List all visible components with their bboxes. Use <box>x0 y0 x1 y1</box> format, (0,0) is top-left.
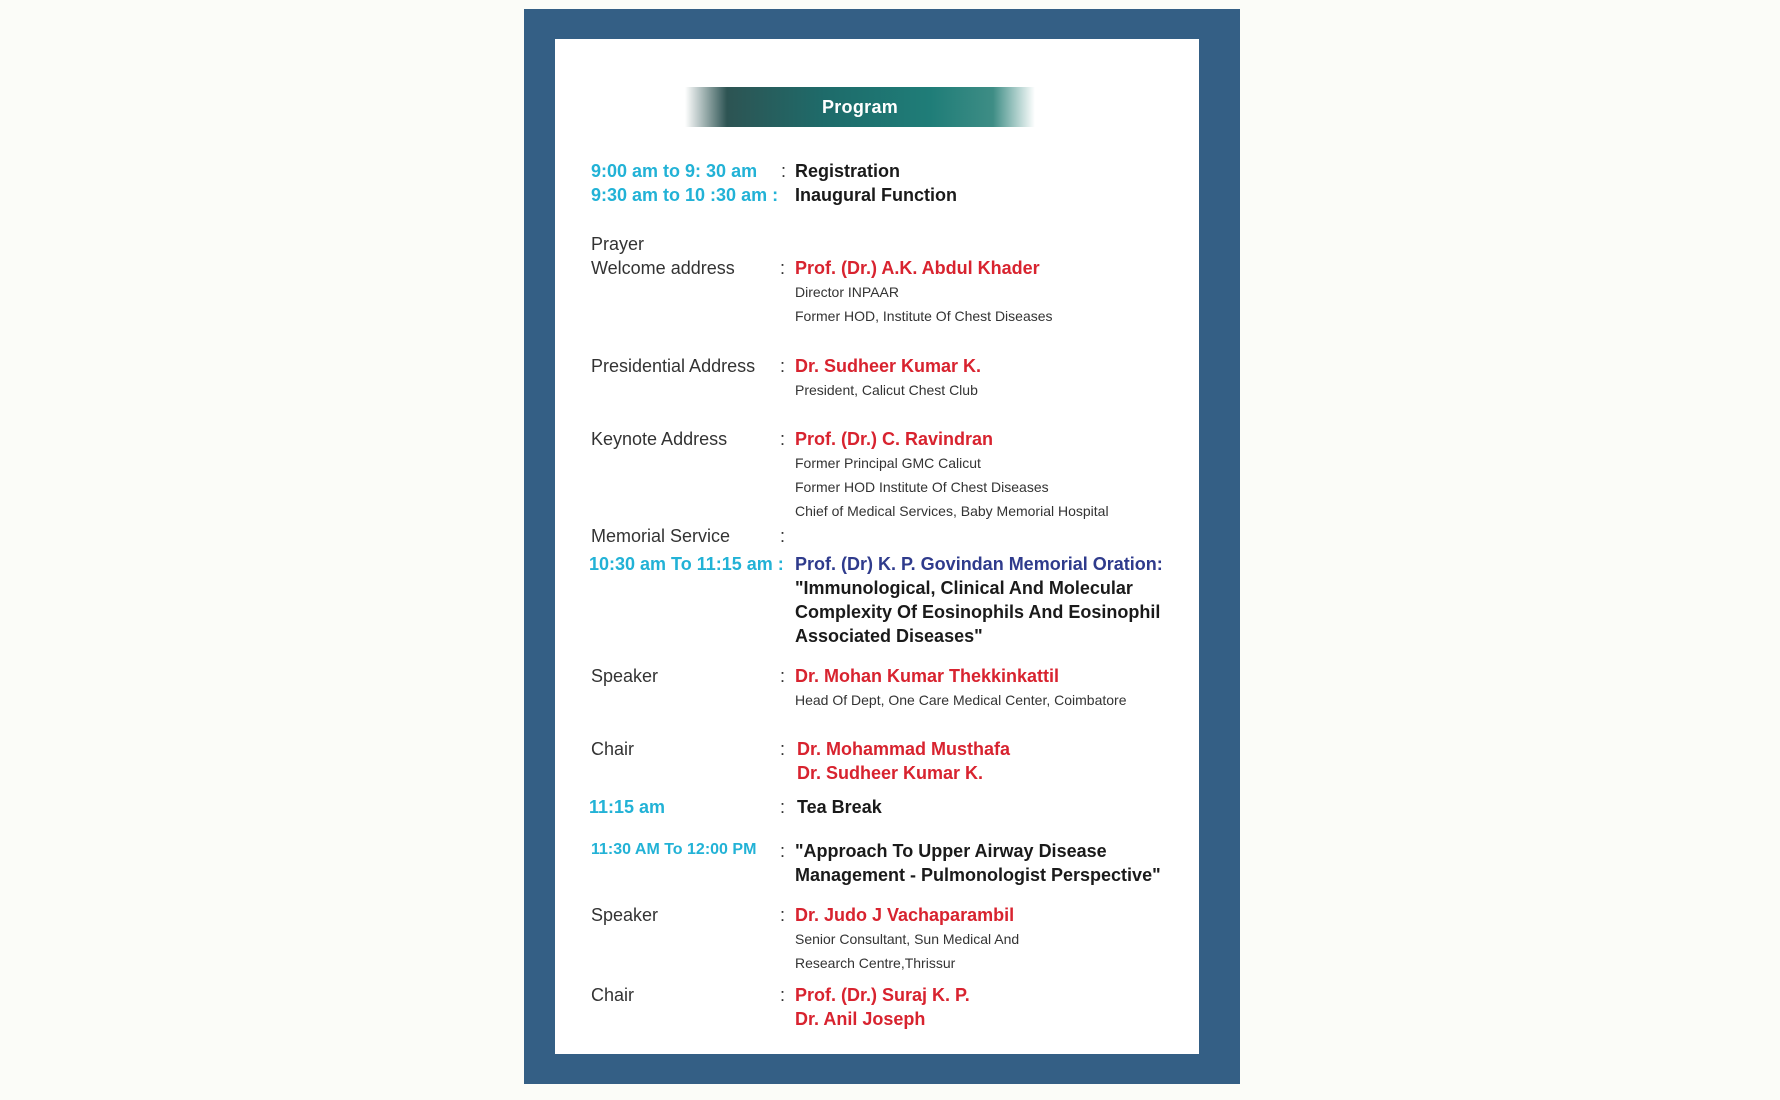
memorial-label: Memorial Service <box>591 526 731 546</box>
speaker2-label: Speaker <box>591 905 659 925</box>
speaker1-label: Speaker <box>591 666 659 686</box>
oration-heading: Prof. (Dr) K. P. Govindan Memorial Oration: <box>795 554 1163 574</box>
oration-title: "Immunological, Clinical And Molecular <box>795 578 1133 598</box>
oration-title: Associated Diseases" <box>795 626 983 646</box>
registration-text: Registration <box>795 161 901 181</box>
program-title: Program <box>821 96 899 117</box>
presidential-speaker-name: Dr. Sudheer Kumar K. <box>795 356 982 376</box>
welcome-speaker-role: Director INPAAR <box>795 284 899 300</box>
colon: : <box>780 905 786 925</box>
keynote-speaker-role: Former Principal GMC Calicut <box>795 455 981 471</box>
keynote-label: Keynote Address <box>591 429 728 449</box>
speaker1-role: Head Of Dept, One Care Medical Center, Coimbatore <box>795 692 1127 708</box>
program-card <box>555 39 1199 1054</box>
chair2-label: Chair <box>591 985 635 1005</box>
registration-time: 9:00 am to 9: 30 am <box>591 161 758 181</box>
speaker2-name: Dr. Judo J Vachaparambil <box>795 905 1015 925</box>
speaker1-name: Dr. Mohan Kumar Thekkinkattil <box>795 666 1060 686</box>
keynote-speaker-role: Chief of Medical Services, Baby Memorial Hospital <box>795 503 1109 519</box>
tea-time: 11:15 am <box>589 797 666 817</box>
colon: : <box>780 985 786 1005</box>
welcome-label: Welcome address <box>591 258 735 278</box>
session2-time: 11:30 AM To 12:00 PM <box>591 841 757 858</box>
oration-title: Complexity Of Eosinophils And Eosinophil <box>795 602 1161 622</box>
colon: : <box>780 666 786 686</box>
colon: : <box>780 258 786 278</box>
keynote-speaker-role: Former HOD Institute Of Chest Diseases <box>795 479 1049 495</box>
presidential-label: Presidential Address <box>591 356 756 376</box>
colon: : <box>780 797 786 817</box>
speaker2-role: Senior Consultant, Sun Medical And <box>795 931 1020 947</box>
colon: : <box>780 526 786 546</box>
oration-time: 10:30 am To 11:15 am : <box>589 554 784 574</box>
session2-title: "Approach To Upper Airway Disease <box>795 841 1107 861</box>
keynote-speaker-name: Prof. (Dr.) C. Ravindran <box>795 429 994 449</box>
colon: : <box>780 429 786 449</box>
inaugural-text: Inaugural Function <box>795 185 957 205</box>
tea-text: Tea Break <box>797 797 882 817</box>
inaugural-time: 9:30 am to 10 :30 am : <box>591 185 779 205</box>
speaker2-role: Research Centre,Thrissur <box>795 955 956 971</box>
colon: : <box>781 161 787 181</box>
session2-title: Management - Pulmonologist Perspective" <box>795 865 1161 885</box>
prayer-label: Prayer <box>591 234 645 254</box>
chair1-name: Dr. Sudheer Kumar K. <box>797 763 984 783</box>
chair1-name: Dr. Mohammad Musthafa <box>797 739 1011 759</box>
colon: : <box>780 739 786 759</box>
chair1-label: Chair <box>591 739 635 759</box>
program-title-banner <box>685 87 1035 127</box>
welcome-speaker-name: Prof. (Dr.) A.K. Abdul Khader <box>795 258 1040 278</box>
welcome-speaker-role: Former HOD, Institute Of Chest Diseases <box>795 308 1053 324</box>
colon: : <box>780 841 786 861</box>
presidential-speaker-role: President, Calicut Chest Club <box>795 382 978 398</box>
chair2-name: Dr. Anil Joseph <box>795 1009 926 1029</box>
colon: : <box>780 356 786 376</box>
chair2-name: Prof. (Dr.) Suraj K. P. <box>795 985 970 1005</box>
